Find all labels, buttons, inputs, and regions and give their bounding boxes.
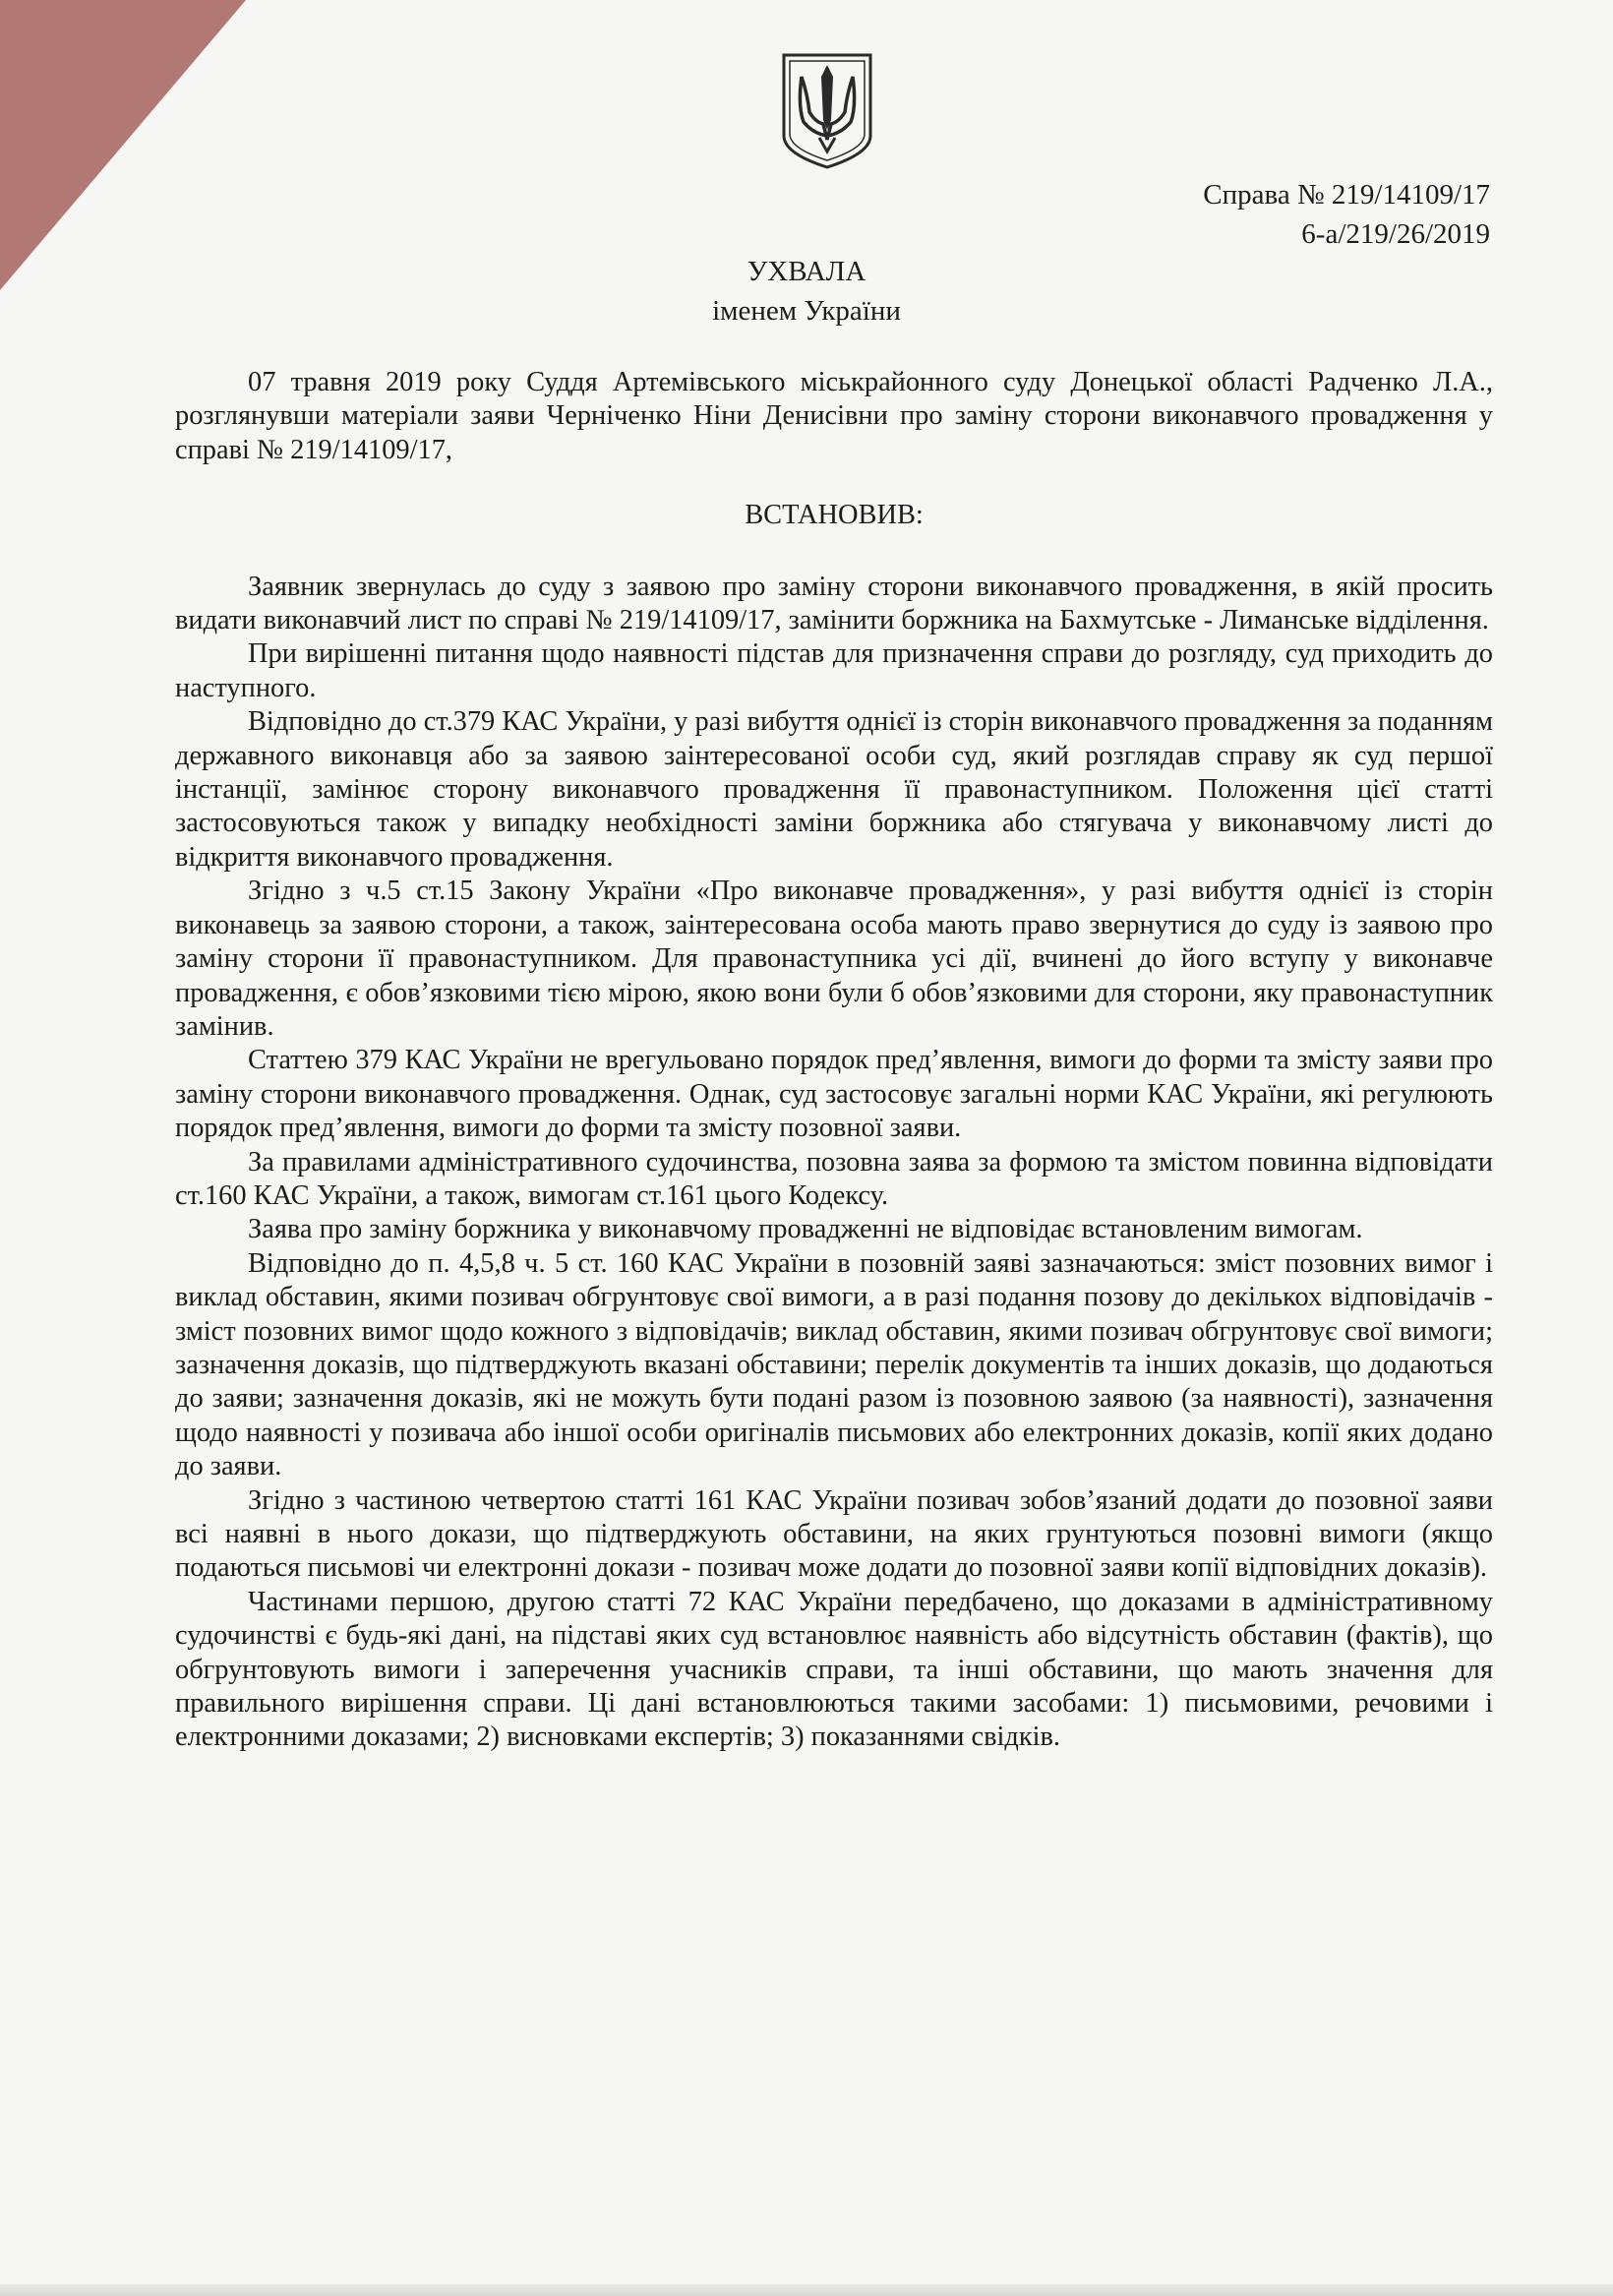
paragraph: За правилами адміністративного судочинства, позовна заява за формою та змістом повинна відповідати ст.160 КАС України, а також, вимогам ст.161 цього Кодексу. [175, 1146, 1493, 1211]
paragraph: Заявник звернулась до суду з заявою про заміну сторони виконавчого провадження, в якій просить видати виконавчий лист по справі № 219/14109/17, замінити боржника на Бахмутське - Лиманське відділення. [175, 571, 1493, 636]
paragraph: При вирішенні питання щодо наявності підстав для призначення справи до розгляду, суд приходить до наступного. [175, 638, 1493, 703]
paragraph: Відповідно до п. 4,5,8 ч. 5 ст. 160 КАС України в позовній заяві зазначаються: зміст позовних вимог і виклад обставин, якими позивач обгрунтовує свої вимоги, а в разі подання позову до декількох відповідачів - зміст позовних вимог щодо кожного з відповідачів; виклад обставин, якими позивач обгрунтовує свої вимоги; зазначення доказів, що підтверджують вказані обставини; перелік документів та інших доказів, що додаються до заяви; зазначення доказів, які не можуть бути подані разом із позовною заявою (за наявності), зазначення щодо наявності у позивача або іншої особи оригіналів письмових або електронних доказів, копії яких додано до заяви. [175, 1247, 1493, 1482]
intro-paragraph: 07 травня 2019 року Суддя Артемівського міськрайонного суду Донецької області Радченко Л.А., розглянувши матеріали заяви Черніченко Ніни Денисівни про заміну сторони виконавчого провадження у справі № 219/14109/17, [175, 367, 1493, 465]
document-subtitle: іменем України [712, 295, 901, 327]
ruling-body [175, 366, 1493, 1755]
paragraph: Частинами першою, другою статті 72 КАС України передбачено, що доказами в адміністративному судочинстві є будь-які дані, на підставі яких суд встановлює наявність або відсутність обставин (фактів), що обгрунтовують вимоги і заперечення учасників справи, та інші обставини, що мають значення для правильного вирішення справи. Ці дані встановлюються такими засобами: 1) письмовими, речовими і електронними доказами; 2) висновками експертів; 3) показаннями свідків. [175, 1586, 1493, 1753]
trident-icon [780, 51, 874, 171]
paragraph: Заява про заміну боржника у виконавчому провадженні не відповідає встановленим вимогам. [248, 1214, 1363, 1245]
paragraph: Відповідно до ст.379 КАС України, у разі вибуття однієї із сторін виконавчого провадження за поданням державного виконавця або за заявою заінтересованої особи суд, який розглядав справу як суд першої інстанції, замінює сторону виконавчого провадження її правонаступником. Положення цієї статті застосовуються також у випадку необхідності заміни боржника або стягувача у виконавчому листі до відкриття виконавчого провадження. [175, 706, 1493, 873]
case-number: Справа № 219/14109/17 [1203, 179, 1490, 211]
case-number-block [1203, 175, 1490, 254]
proceeding-number: 6-а/219/26/2019 [1301, 218, 1490, 250]
established-heading: ВСТАНОВИВ: [745, 500, 924, 531]
paragraph: Статтею 379 КАС України не врегульовано порядок пред’явлення, вимоги до форми та змісту заяви про заміну сторони виконавчого провадження. Однак, суд застосовує загальні норми КАС України, які регулюють порядок пред’явлення, вимоги до форми та змісту позовної заяви. [175, 1045, 1493, 1144]
document-title [0, 252, 1613, 331]
scan-bottom-edge [0, 2284, 1613, 2296]
document-type: УХВАЛА [747, 256, 866, 287]
paragraph: Згідно з ч.5 ст.15 Закону України «Про виконавче провадження», у разі вибуття однієї із сторін виконавець за заявою сторони, а також, заінтересована особа мають право звернутися до суду із заявою про заміну сторони її правонаступником. Для правонаступника усі дії, вчинені до його вступу у виконавче провадження, є обов’язковими тією мірою, якою вони були б обов’язковими для сторони, яку правонаступник замінив. [175, 876, 1493, 1042]
paragraph: Згідно з частиною четвертою статті 161 КАС України позивач зобов’язаний додати до позовної заяви всі наявні в нього докази, що підтверджують обставини, на яких грунтуються позовні вимоги (якщо подаються письмові чи електронні докази - позивач може додати до позовної заяви копії відповідних доказів). [175, 1484, 1493, 1584]
